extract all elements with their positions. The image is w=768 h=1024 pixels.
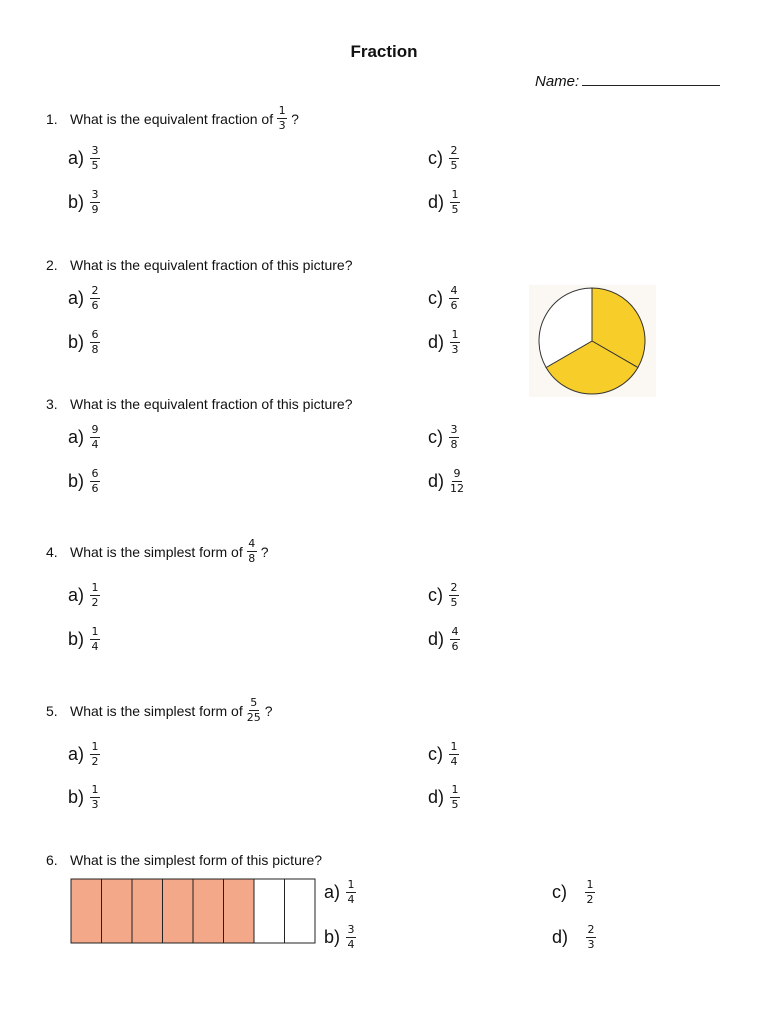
bar-cell-shaded — [71, 879, 102, 943]
option-3b[interactable]: b) $\frac{6}{6}$ — [68, 467, 99, 495]
bar-cell-shaded — [102, 879, 133, 943]
question-fraction: $\frac{4}{8}$ — [248, 537, 256, 565]
question-2 — [46, 257, 352, 273]
pie-picture — [529, 285, 656, 397]
question-4 — [46, 538, 269, 565]
option-1a[interactable]: a) $\frac{3}{5}$ — [68, 144, 99, 172]
question-suffix: ? — [264, 702, 273, 719]
question-number: 4. — [46, 543, 58, 560]
option-2c[interactable]: c) $\frac{4}{6}$ — [428, 284, 458, 312]
question-text: What is the equivalent fraction of — [70, 110, 274, 127]
question-text: What is the equivalent fraction of this picture? — [70, 257, 353, 273]
bar-cell-shaded — [193, 879, 224, 943]
name-blank-line[interactable] — [582, 73, 720, 86]
question-number: 3. — [46, 396, 58, 412]
question-suffix: ? — [291, 110, 299, 127]
question-text: What is the simplest form of — [70, 543, 243, 560]
question-5 — [46, 697, 273, 724]
name-label: Name: — [535, 73, 580, 90]
question-fraction: $\frac{1}{3}$ — [278, 104, 286, 132]
question-number: 1. — [46, 110, 58, 127]
page-title: Fraction — [350, 42, 418, 61]
option-2a[interactable]: a) $\frac{2}{6}$ — [68, 284, 99, 312]
option-2d[interactable]: d) $\frac{1}{3}$ — [428, 328, 459, 356]
option-5d[interactable]: d) $\frac{1}{5}$ — [428, 783, 459, 811]
bar-picture — [70, 878, 316, 949]
option-4b[interactable]: b) $\frac{1}{4}$ — [68, 625, 99, 653]
bar-cell-shaded — [163, 879, 194, 943]
question-1 — [46, 105, 299, 132]
question-text: What is the simplest form of this picture? — [70, 852, 323, 868]
question-3 — [46, 396, 352, 412]
option-6b[interactable]: b) $\frac{3}{4}$ — [324, 923, 355, 951]
option-3a[interactable]: a) $\frac{9}{4}$ — [68, 423, 99, 451]
question-number: 5. — [46, 702, 58, 719]
bar-model-svg — [70, 878, 316, 944]
bar-cell-shaded — [132, 879, 163, 943]
option-4a[interactable]: a) $\frac{1}{2}$ — [68, 581, 99, 609]
option-6d[interactable]: d) $\frac{2}{3}$ — [552, 923, 595, 951]
option-6a[interactable]: a) $\frac{1}{4}$ — [324, 878, 355, 906]
option-3c[interactable]: c) $\frac{3}{8}$ — [428, 423, 458, 451]
option-5b[interactable]: b) $\frac{1}{3}$ — [68, 783, 99, 811]
question-number: 6. — [46, 852, 58, 868]
option-5a[interactable]: a) $\frac{1}{2}$ — [68, 740, 99, 768]
bar-cell-unshaded — [254, 879, 285, 943]
question-text: What is the simplest form of — [70, 702, 243, 719]
name-field[interactable] — [535, 73, 720, 90]
pie-chart-svg — [529, 285, 656, 397]
option-1d[interactable]: d) $\frac{1}{5}$ — [428, 188, 459, 216]
option-4d[interactable]: d) $\frac{4}{6}$ — [428, 625, 459, 653]
question-6 — [46, 852, 322, 868]
option-5c[interactable]: c) $\frac{1}{4}$ — [428, 740, 458, 768]
option-1c[interactable]: c) $\frac{2}{5}$ — [428, 144, 458, 172]
option-3d[interactable]: d) $\frac{9}{12}$ — [428, 467, 465, 495]
question-fraction: $\frac{5}{25}$ — [246, 696, 261, 724]
question-text: What is the equivalent fraction of this picture? — [70, 396, 353, 412]
question-number: 2. — [46, 257, 58, 273]
bar-cell-unshaded — [285, 879, 316, 943]
question-suffix: ? — [260, 543, 269, 560]
option-6c[interactable]: c) $\frac{1}{2}$ — [552, 878, 594, 906]
option-1b[interactable]: b) $\frac{3}{9}$ — [68, 188, 99, 216]
option-4c[interactable]: c) $\frac{2}{5}$ — [428, 581, 458, 609]
bar-cell-shaded — [224, 879, 255, 943]
option-2b[interactable]: b) $\frac{6}{8}$ — [68, 328, 99, 356]
